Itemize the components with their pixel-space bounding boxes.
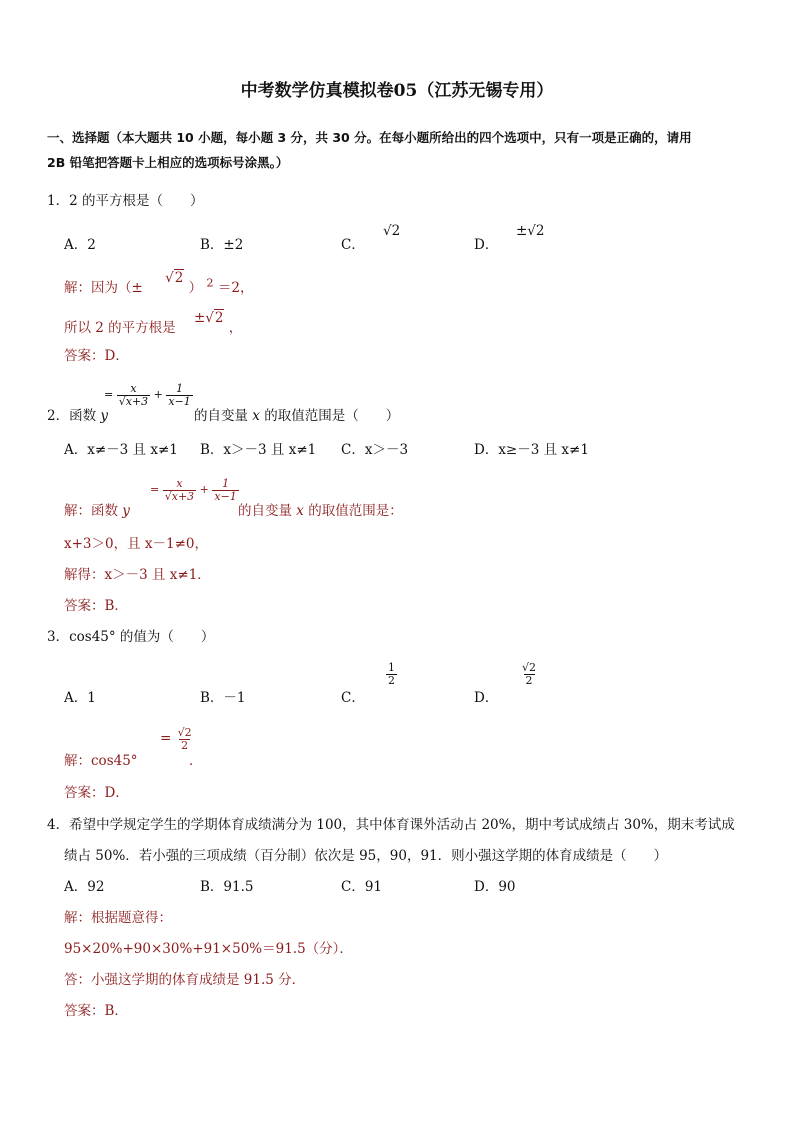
q3-optc-den: 2 [388, 673, 395, 687]
q2-stem-text-b: 的自变量 [194, 408, 248, 424]
question-3-stem: 3．cos45° 的值为（ ） [47, 629, 215, 645]
q3-optd-den: 2 [525, 673, 533, 687]
q4-answer: 答案：B． [64, 1003, 128, 1019]
q2-stem-text-a: 2．函数 [47, 408, 97, 424]
q1-sol1-radicand: 2 [174, 270, 184, 286]
q1-option-d-math: ±√2 [516, 223, 545, 239]
q2-answer: 答案：B． [64, 598, 128, 614]
q2-frac2-num: 1 [176, 382, 184, 395]
q2-sol1-x: x [296, 503, 304, 519]
q2-sol-frac2-num: 1 [222, 477, 230, 490]
q1-sol1-text-a: 解：因为（± [64, 280, 143, 296]
q2-frac1-num: x [130, 382, 137, 395]
q4-option-b: B．91.5 [200, 879, 254, 895]
q1-option-c: C． [341, 237, 365, 253]
q2-sol-frac2-den: x−1 [214, 489, 237, 503]
q1-solution-line2 [64, 310, 243, 336]
q3-sol-den: 2 [181, 738, 189, 752]
q4-option-c: C．91 [341, 879, 383, 895]
q3-optc-frac [386, 662, 397, 686]
q2-sol1-y: y [122, 503, 130, 519]
q2-option-b: B．x＞－3 且 x≠1 [200, 442, 317, 458]
q1-solution-line1 [64, 270, 254, 296]
q3-option-c-frac [386, 662, 397, 686]
q2-option-d: D．x≥－3 且 x≠1 [474, 442, 589, 458]
section-header-line1: 一、选择题（本大题共 10 小题，每小题 3 分，共 30 分。在每小题所给出的四个选项中，只有一项是正确的，请用 [47, 130, 692, 145]
q1-option-d: D． [474, 237, 499, 253]
q2-stem-text-c: 的取值范围是（ ） [264, 408, 400, 424]
q1-sol2-plusminus: ± [193, 310, 206, 326]
q4-option-d: D．90 [474, 879, 516, 895]
q3-sol-rad: 2 [184, 726, 192, 739]
q3-optd-frac [520, 662, 538, 686]
q2-sol1-text-c: 的取值范围是： [308, 503, 403, 519]
q3-option-d-frac [520, 662, 538, 686]
section-header-line2: 2B 铅笔把答题卡上相应的选项标号涂黑。） [47, 155, 289, 170]
q2-solution-line1b [238, 499, 403, 519]
q1-sol2-sqrt: √2 [205, 310, 224, 326]
q3-option-d: D． [474, 690, 499, 706]
q2-frac1 [117, 383, 150, 407]
question-1-stem: 1．2 的平方根是（ ） [47, 193, 204, 209]
q3-optc-num: 1 [388, 661, 395, 674]
q3-option-a: A．1 [64, 690, 96, 706]
q1-sol2-math [194, 310, 225, 326]
q1-sol1-sqrt: √2 [165, 270, 184, 286]
q1-answer: 答案：D． [64, 348, 129, 364]
q1-option-b: B．±2 [200, 237, 244, 253]
q3-solution-text: 解：cos45° [64, 753, 138, 769]
q3-solution-period: ． [189, 753, 203, 769]
question-4-stem-line2: 绩占 50%．若小强的三项成绩（百分制）依次是 95，90，91．则小强这学期的体育成绩是（ ） [64, 848, 668, 864]
q1-sol1-text-d: ＝2， [217, 280, 254, 296]
page-title: 中考数学仿真模拟卷05（江苏无锡专用） [240, 81, 554, 101]
q2-sol-frac1-den-rad: x+3 [171, 489, 195, 503]
question-2-stem [47, 404, 108, 424]
q2-sol-frac1-num: x [176, 477, 183, 490]
q2-sol1-text-b: 的自变量 [238, 503, 292, 519]
q3-option-c: C． [341, 690, 365, 706]
q3-sol-frac [176, 727, 194, 751]
q3-solution-formula: = $\frac{√2}{2}$ [160, 726, 192, 752]
q2-solution-line1a [64, 499, 130, 519]
q2-frac2-den: x−1 [168, 394, 191, 408]
q1-option-a: A．2 [64, 237, 96, 253]
q4-option-a: A．92 [64, 879, 105, 895]
question-4-stem-line1: 4．希望中学规定学生的学期体育成绩满分为 100，其中体育课外活动占 20%，期中考试成绩占 30%，期末考试成 [47, 817, 735, 833]
q3-answer: 答案：D． [64, 785, 129, 801]
q1-sol2-text-a: 所以 2 的平方根是 [64, 320, 176, 336]
q4-solution-line1: 解：根据题意得： [64, 910, 172, 926]
q2-sol1-text-a: 解：函数 [64, 503, 118, 519]
q1-sol1-text-b: ） [188, 280, 203, 296]
q2-sol-frac2 [212, 478, 238, 502]
q2-sol-frac1-den: √x+3 [164, 489, 195, 503]
q2-option-a: A．x≠－3 且 x≠1 [64, 442, 178, 458]
q2-stem-y: y [100, 408, 109, 424]
q3-sol-num: √2 [177, 726, 192, 739]
q1-sol1-exponent: 2 [206, 276, 214, 290]
q2-frac2 [166, 383, 192, 407]
q2-frac1-den: √x+3 [118, 394, 149, 408]
q2-stem-x: x [252, 408, 260, 424]
q2-option-c: C．x＞－3 [341, 442, 409, 458]
q2-stem-formula: = $\frac{x}{√x+3}$ + $\frac{1}{x-1}$ [104, 382, 191, 408]
q2-sol-formula: = $\frac{x}{√x+3}$ + $\frac{1}{x-1}$ [150, 477, 237, 503]
q4-solution-line3: 答：小强这学期的体育成绩是 91.5 分． [64, 972, 306, 988]
q1-sol2-text-b: ， [228, 320, 243, 336]
q2-solution-line2: x+3＞0，且 x－1≠0， [64, 536, 208, 552]
q3-optd-rad: 2 [529, 661, 537, 674]
q1-sol2-radicand: 2 [214, 310, 224, 326]
q4-solution-line2: 95×20%+90×30%+91×50%＝91.5（分）． [64, 941, 353, 957]
q2-frac1-den-rad: x+3 [125, 394, 149, 408]
q1-option-c-math: √2 [383, 223, 401, 239]
q3-optd-num: √2 [522, 661, 537, 674]
q3-option-b: B．－1 [200, 690, 246, 706]
q2-solution-line3: 解得：x＞－3 且 x≠1． [64, 567, 211, 583]
question-2-stem-tail [194, 404, 399, 424]
q2-sol-frac1 [163, 478, 196, 502]
